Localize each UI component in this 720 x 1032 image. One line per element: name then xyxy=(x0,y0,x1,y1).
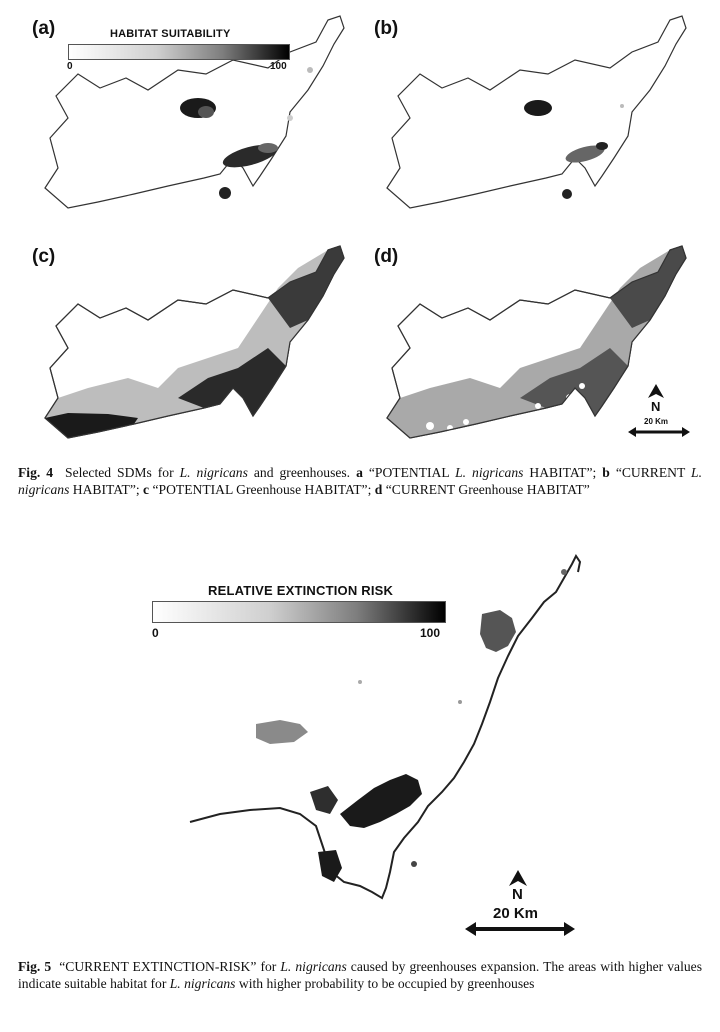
fig4-caption-b: b xyxy=(602,465,610,480)
panel-label-b: (b) xyxy=(374,18,399,39)
fig5-caption-text-3: with higher probability to be occupied by greenhouses xyxy=(238,976,535,991)
fig5-scale-label: 20 Km xyxy=(493,905,539,922)
fig4-caption xyxy=(18,464,702,498)
fig4-caption-species-b: L. nigricans xyxy=(18,465,702,497)
fig4-caption-label: Fig. 4 xyxy=(18,465,54,480)
fig4-caption-b-text-2: HABITAT”; xyxy=(72,482,140,497)
fig4-caption-species-a: L. nigricans xyxy=(455,465,524,480)
fig5-caption-label: Fig. 5 xyxy=(18,959,52,974)
fig4-caption-a-text: “POTENTIAL xyxy=(368,465,450,480)
fig4-caption-a-text-2: HABITAT”; xyxy=(529,465,597,480)
fig4-caption-c: c xyxy=(143,482,150,497)
panel-a xyxy=(28,8,348,228)
fig5-caption xyxy=(18,958,702,992)
fig4-caption-d: d xyxy=(374,482,383,497)
fig4-colorbar-title: HABITAT SUITABILITY xyxy=(110,28,231,40)
fig5-colorbar-max: 100 xyxy=(420,626,441,640)
panel-d xyxy=(370,238,690,458)
fig5-north-arrow-icon xyxy=(509,870,527,886)
fig5-colorbar-title: RELATIVE EXTINCTION RISK xyxy=(208,583,394,598)
fig4-caption-text: Selected SDMs for xyxy=(65,465,174,480)
fig4-caption-d-text: “CURRENT Greenhouse HABITAT” xyxy=(385,482,590,497)
fig4-north-label: N xyxy=(651,399,661,414)
fig5-colorbar-min: 0 xyxy=(152,626,159,640)
fig4-caption-c-text: “POTENTIAL Greenhouse HABITAT”; xyxy=(152,482,372,497)
panel-label-d: (d) xyxy=(374,246,399,267)
panel-label-a: (a) xyxy=(32,18,56,39)
fig5-scale-arrow-icon xyxy=(465,921,575,937)
fig4-caption-text-2: and greenhouses. xyxy=(253,465,351,480)
fig4-colorbar-min: 0 xyxy=(67,61,73,72)
fig4-caption-b-text: “CURRENT xyxy=(615,465,686,480)
fig4-north-arrow-icon xyxy=(648,384,664,398)
fig4-scale-arrow-icon xyxy=(628,426,690,438)
fig5-caption-species-2: L. nigricans xyxy=(169,976,236,991)
fig4-caption-species: L. nigricans xyxy=(179,465,248,480)
fig5-caption-text: “CURRENT EXTINCTION-RISK” for xyxy=(59,959,277,974)
panel-c xyxy=(28,238,348,458)
panel-label-c: (c) xyxy=(32,246,56,267)
fig4-colorbar-max: 100 xyxy=(270,61,287,72)
fig5-caption-species: L. nigricans xyxy=(280,959,347,974)
panel-b xyxy=(370,8,690,228)
fig5-north-label: N xyxy=(512,886,523,903)
fig5-caption-text-2: caused by greenhouses expansion. The areas with higher values indicate suitable habitat for xyxy=(18,959,702,991)
fig4-caption-a: a xyxy=(356,465,363,480)
fig4-scale-label: 20 Km xyxy=(644,417,669,426)
fig4-colorbar xyxy=(68,44,290,60)
fig5-colorbar xyxy=(152,601,446,623)
